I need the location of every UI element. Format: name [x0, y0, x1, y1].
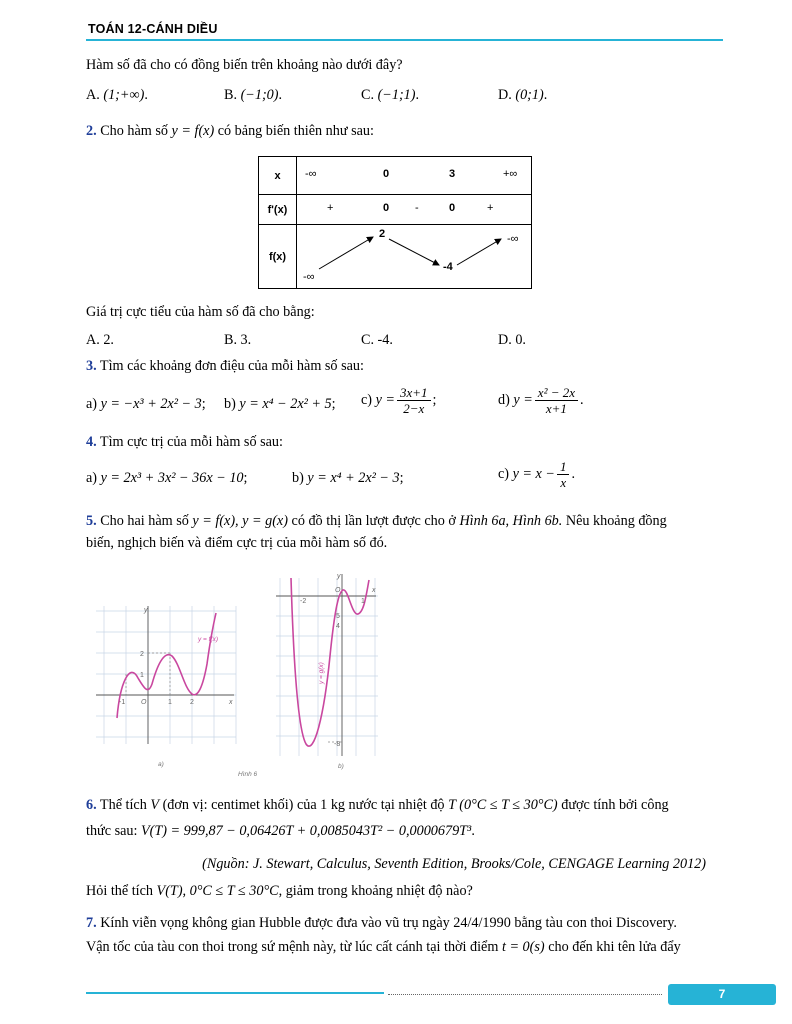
q3-d-fraction: $\frac{\text{x² − 2x}}{x+1}$: [535, 385, 578, 416]
q2-option-a: A. 2.: [86, 332, 114, 348]
vt-fp-sign-1: +: [327, 202, 334, 214]
q3-item-a: a) y = −x³ + 2x² − 3;: [86, 396, 206, 412]
q3-number: 3.: [86, 358, 97, 374]
vt-x-label: x: [259, 157, 297, 195]
svg-text:4: 4: [336, 623, 340, 630]
q2-option-c: C. -4.: [361, 332, 393, 348]
variation-table: [258, 156, 532, 289]
q4-item-b: b) y = x⁴ + 2x² − 3;: [292, 470, 404, 486]
q4-number: 4.: [86, 434, 97, 450]
q3-item-d: d) y = $\frac{\text{x² − 2x}}{x+1}$ .: [498, 385, 584, 416]
q7-line-2: Vận tốc của tàu con thoi trong sứ mệnh này, từ lúc cất cánh tại thời điểm t = 0(s) cho đến khi tên lửa đẩy: [86, 939, 681, 955]
svg-text:2: 2: [140, 651, 144, 658]
svg-text:x: x: [229, 699, 233, 706]
vt-x-neg-inf: -∞: [305, 168, 317, 180]
graph-a-label: y = f(x): [198, 636, 219, 643]
q5-number: 5.: [86, 513, 97, 529]
vt-f-right-value: -∞: [507, 233, 519, 245]
q6-question: Hỏi thể tích V(T), 0°C ≤ T ≤ 30°C, giảm trong khoảng nhiệt độ nào?: [86, 883, 473, 899]
q6-line-1: 6. Thể tích V (đơn vị: centimet khối) của 1 kg nước tại nhiệt độ T (0°C ≤ T ≤ 30°C) được tính bởi công: [86, 797, 669, 813]
svg-text:O: O: [141, 699, 147, 706]
svg-text:1: 1: [140, 672, 144, 679]
q3-item-c: c) y = $\frac{3x+1}{2-x}$ ;: [361, 385, 437, 416]
graph-a-curve: [117, 613, 219, 718]
header-title: TOÁN 12-CÁNH DIỀU: [88, 22, 218, 36]
svg-text:2: 2: [190, 699, 194, 706]
q2-option-b: B. 3.: [224, 332, 252, 348]
vt-arrow-up-1: [319, 237, 373, 269]
prev-option-a: A. (1;+∞).: [86, 87, 148, 103]
graph-a-grid: [96, 606, 236, 744]
graph-b-label: y = g(x): [318, 662, 325, 684]
q3-prompt: 3. Tìm các khoảng đơn điệu của mỗi hàm số sau:: [86, 358, 364, 374]
q6-number: 6.: [86, 797, 97, 813]
vt-arrow-up-2: [457, 239, 501, 265]
prev-question-text: Hàm số đã cho có đồng biến trên khoảng nào dưới đây?: [86, 57, 403, 73]
svg-text:x: x: [372, 587, 376, 594]
prev-option-d: D. (0;1).: [498, 87, 548, 103]
vt-fp-zero-1: 0: [383, 202, 390, 214]
figure-6: [86, 566, 396, 782]
q4-c-fraction: $\frac{1}{x}$: [557, 459, 570, 490]
footer-rule: [86, 992, 384, 994]
svg-text:-8: -8: [334, 741, 341, 748]
vt-f-left-value: -∞: [303, 271, 315, 283]
page-number: 7: [668, 984, 776, 1005]
vt-fp-sign-2: -: [415, 202, 419, 214]
vt-fp-label: f'(x): [259, 195, 297, 225]
q7-number: 7.: [86, 915, 97, 931]
svg-text:5: 5: [336, 613, 340, 620]
q2-prompt: 2. Cho hàm số y = f(x) có bảng biến thiên như sau:: [86, 123, 374, 139]
vt-arrow-down: [389, 239, 439, 265]
vt-x-0: 0: [383, 168, 390, 180]
q3-item-b: b) y = x⁴ − 2x² + 5;: [224, 396, 336, 412]
q6-source: (Nguồn: J. Stewart, Calculus, Seventh Edition, Brooks/Cole, CENGAGE Learning 2012): [202, 856, 706, 872]
svg-text:-1: -1: [119, 699, 126, 706]
prev-option-b: B. (−1;0).: [224, 87, 283, 103]
vt-f-label: f(x): [259, 225, 297, 289]
vt-x-3: 3: [449, 168, 456, 180]
q2-number: 2.: [86, 123, 97, 139]
graph-b: [276, 573, 378, 770]
q4-item-a: a) y = 2x³ + 3x² − 36x − 10;: [86, 470, 248, 486]
vt-x-row: [297, 157, 532, 195]
svg-text:1: 1: [168, 699, 172, 706]
svg-text:-2: -2: [300, 598, 307, 605]
q5-line-1: 5. Cho hai hàm số y = f(x), y = g(x) có đồ thị lần lượt được cho ở Hình 6a, Hình 6b. Nêu khoảng đồng: [86, 513, 667, 529]
graph-a: [96, 606, 236, 768]
caption-b: b): [338, 763, 344, 770]
figure-caption: Hình 6: [238, 771, 258, 778]
q2-question: Giá trị cực tiểu của hàm số đã cho bằng:: [86, 304, 315, 320]
header-rule: [86, 39, 723, 41]
vt-x-pos-inf: +∞: [503, 168, 518, 180]
svg-text:y: y: [144, 607, 148, 614]
q2-option-d: D. 0.: [498, 332, 526, 348]
q4-item-c: c) y = x − $\frac{1}{x}$ .: [498, 459, 576, 490]
svg-text:O: O: [335, 587, 341, 594]
q7-line-1: 7. Kính viễn vọng không gian Hubble được đưa vào vũ trụ ngày 24/4/1990 bằng tàu con thoi Discovery.: [86, 915, 677, 931]
q3-c-fraction: $\frac{3x+1}{2-x}$: [397, 385, 431, 416]
vt-f-arrows: [297, 225, 531, 287]
q6-line-2: thức sau: V(T) = 999,87 − 0,06426T + 0,0085043T² − 0,0000679T³.: [86, 823, 475, 839]
vt-f-max-value: 2: [379, 228, 386, 240]
vt-fp-zero-2: 0: [449, 202, 456, 214]
vt-f-row: [297, 225, 532, 289]
vt-fp-sign-3: +: [487, 202, 494, 214]
svg-text:y: y: [337, 573, 341, 580]
vt-fp-row: [297, 195, 532, 225]
footer-dotted-rule: [388, 994, 662, 995]
q4-prompt: 4. Tìm cực trị của mỗi hàm số sau:: [86, 434, 283, 450]
svg-text:1: 1: [361, 598, 365, 605]
q5-line-2: biến, nghịch biến và điểm cực trị của mỗi hàm số đó.: [86, 535, 388, 551]
prev-option-c: C. (−1;1).: [361, 87, 420, 103]
caption-a: a): [158, 761, 164, 768]
vt-f-min-value: -4: [443, 261, 453, 273]
